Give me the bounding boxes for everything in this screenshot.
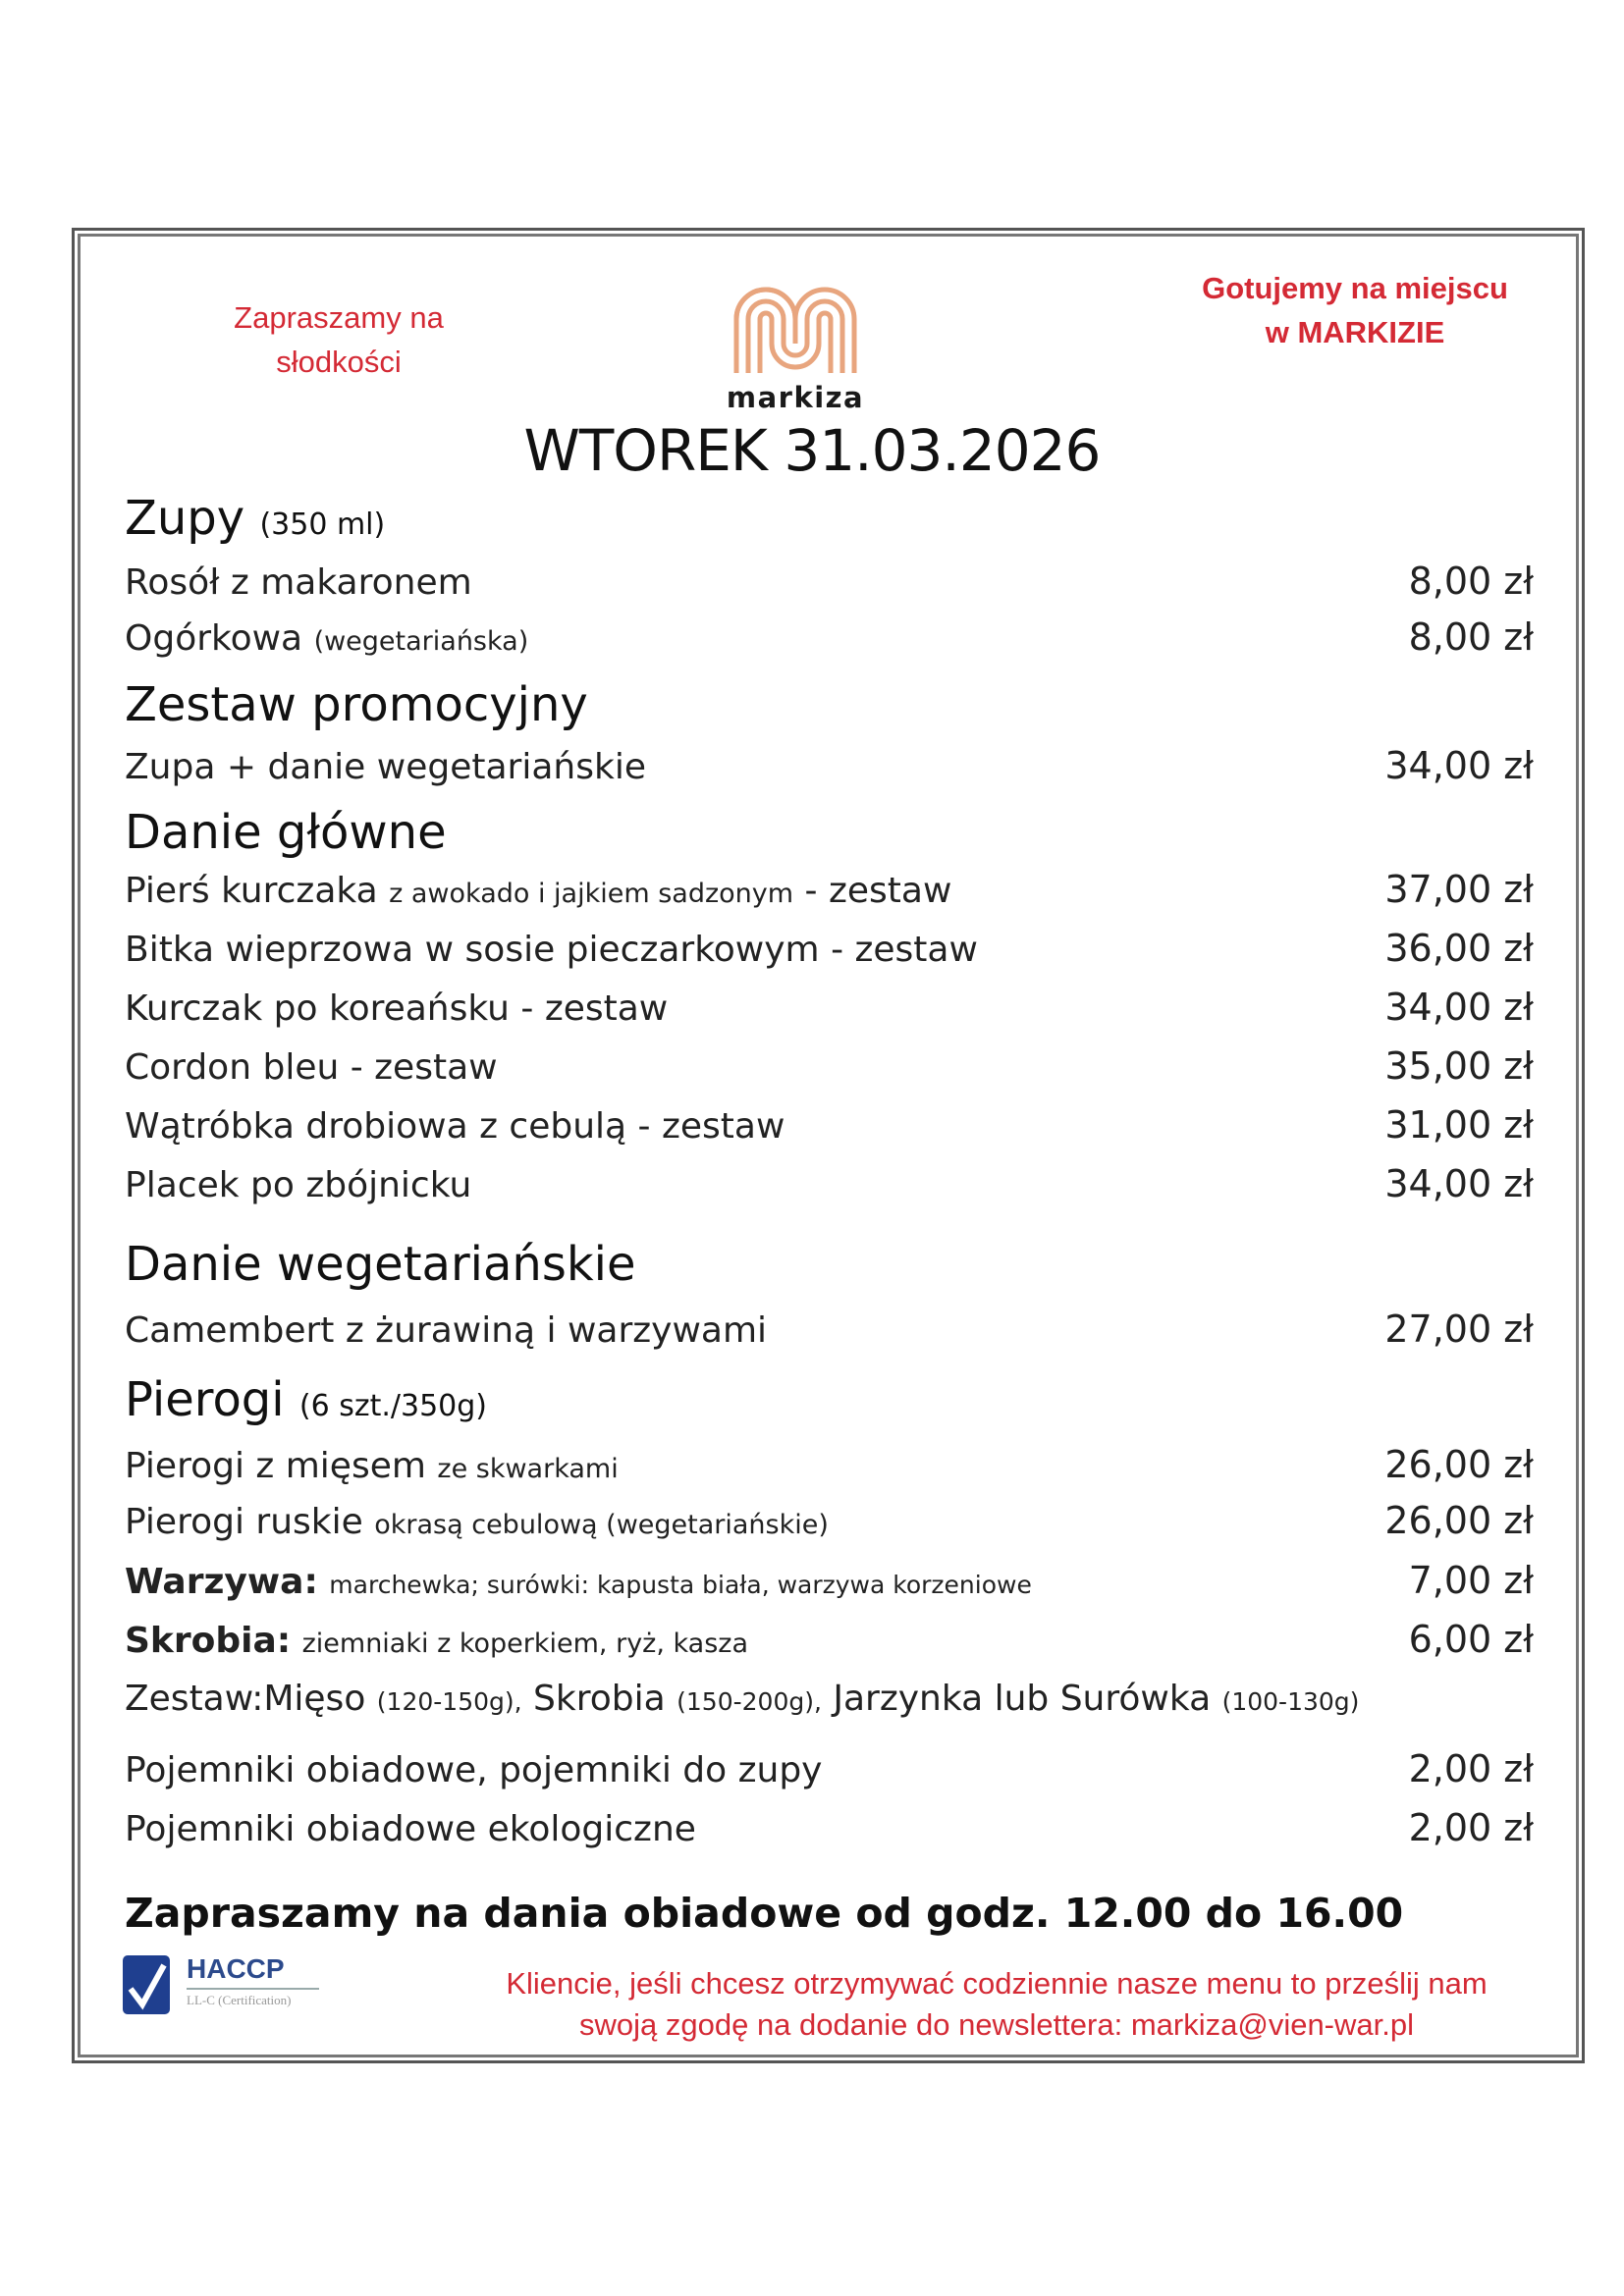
item-price: 34,00 zł bbox=[1384, 744, 1534, 787]
sweets-invite-note bbox=[196, 296, 481, 385]
menu-item bbox=[125, 560, 1534, 609]
logo-text: markiza bbox=[726, 381, 865, 414]
item-price: 8,00 zł bbox=[1408, 560, 1534, 603]
item-name: Zupa + danie wegetariańskie bbox=[125, 747, 646, 787]
cooking-onsite-line2: w MARKIZIE bbox=[1265, 314, 1445, 349]
section-heading-zupy bbox=[125, 491, 385, 546]
menu-item bbox=[125, 1499, 1534, 1548]
sweets-invite-line1: Zapraszamy na bbox=[234, 300, 444, 335]
menu-item bbox=[125, 868, 1534, 917]
menu-item bbox=[125, 744, 1534, 793]
item-price: 35,00 zł bbox=[1384, 1044, 1534, 1088]
markiza-logo bbox=[717, 275, 874, 422]
item-name: Pierogi ruskie bbox=[125, 1502, 363, 1542]
sweets-invite-line2: słodkości bbox=[276, 344, 402, 379]
haccp-divider bbox=[187, 1988, 319, 1990]
heading-label: Pierogi bbox=[125, 1372, 285, 1427]
menu-item bbox=[125, 1747, 1534, 1796]
item-price: 31,00 zł bbox=[1384, 1103, 1534, 1147]
item-name: Camembert z żurawiną i warzywami bbox=[125, 1310, 768, 1351]
cooking-onsite-note bbox=[1159, 267, 1551, 355]
menu-item bbox=[125, 1162, 1534, 1211]
item-name: Bitka wieprzowa w sosie pieczarkowym - zestaw bbox=[125, 930, 978, 970]
newsletter-line2: swoją zgodę na dodanie do newslettera: markiza@vien-war.pl bbox=[579, 2006, 1414, 2042]
item-note: okrasą cebulową (wegetariańskie) bbox=[374, 1510, 829, 1540]
set-part-veg-note: (100-130g) bbox=[1221, 1687, 1360, 1716]
item-price: 34,00 zł bbox=[1384, 1162, 1534, 1205]
haccp-badge bbox=[123, 1953, 329, 2022]
item-name: Kurczak po koreańsku - zestaw bbox=[125, 988, 669, 1029]
side-note: marchewka; surówki: kapusta biała, warzywa korzeniowe bbox=[329, 1571, 1032, 1599]
set-part-veg: Jarzynka lub Surówka bbox=[833, 1679, 1212, 1719]
item-suffix: - zestaw bbox=[804, 871, 952, 911]
item-price: 36,00 zł bbox=[1384, 927, 1534, 970]
newsletter-line1: Kliencie, jeśli chcesz otrzymywać codziennie nasze menu to prześlij nam bbox=[506, 1966, 1488, 2001]
section-heading-pierogi bbox=[125, 1372, 487, 1427]
checkmark-badge-icon bbox=[123, 1955, 170, 2014]
side-warzywa bbox=[125, 1559, 1534, 1608]
side-label: Skrobia: bbox=[125, 1621, 292, 1661]
item-name: Placek po zbójnicku bbox=[125, 1165, 472, 1205]
lunch-hours-note: Zapraszamy na dania obiadowe od godz. 12.00 do 16.00 bbox=[125, 1890, 1404, 1937]
item-name: Wątróbka drobiowa z cebulą - zestaw bbox=[125, 1106, 785, 1147]
item-name: Rosół z makaronem bbox=[125, 562, 472, 603]
set-part-meat: Zestaw:Mięso bbox=[125, 1679, 366, 1719]
item-price: 6,00 zł bbox=[1408, 1618, 1534, 1661]
item-price: 37,00 zł bbox=[1384, 868, 1534, 911]
page-title: WTOREK 31.03.2026 bbox=[523, 417, 1101, 484]
section-heading-danie-glowne: Danie główne bbox=[125, 805, 447, 860]
menu-item bbox=[125, 986, 1534, 1035]
menu-item bbox=[125, 1806, 1534, 1855]
item-price: 7,00 zł bbox=[1408, 1559, 1534, 1602]
side-label: Warzywa: bbox=[125, 1562, 318, 1602]
item-note: z awokado i jajkiem sadzonym bbox=[389, 879, 794, 909]
markiza-m-logo-icon bbox=[727, 275, 864, 383]
item-name: Pojemniki obiadowe ekologiczne bbox=[125, 1809, 696, 1849]
side-note: ziemniaki z koperkiem, ryż, kasza bbox=[301, 1629, 748, 1659]
item-price: 26,00 zł bbox=[1384, 1499, 1534, 1542]
menu-item bbox=[125, 1443, 1534, 1492]
heading-note: (350 ml) bbox=[259, 507, 386, 542]
menu-item bbox=[125, 927, 1534, 976]
section-heading-danie-wegetarianskie: Danie wegetariańskie bbox=[125, 1237, 636, 1292]
item-price: 27,00 zł bbox=[1384, 1308, 1534, 1351]
heading-label: Zupy bbox=[125, 491, 245, 546]
heading-note: (6 szt./350g) bbox=[298, 1389, 487, 1423]
item-price: 34,00 zł bbox=[1384, 986, 1534, 1029]
menu-item bbox=[125, 1044, 1534, 1094]
item-price: 2,00 zł bbox=[1408, 1806, 1534, 1849]
item-name: Ogórkowa bbox=[125, 618, 303, 659]
set-composition-info bbox=[125, 1679, 1534, 1728]
item-name: Pojemniki obiadowe, pojemniki do zupy bbox=[125, 1750, 823, 1790]
item-price: 8,00 zł bbox=[1408, 615, 1534, 659]
haccp-title: HACCP bbox=[187, 1953, 285, 1984]
newsletter-note bbox=[432, 1963, 1561, 2046]
menu-item bbox=[125, 615, 1534, 665]
item-note: ze skwarkami bbox=[437, 1454, 619, 1484]
cooking-onsite-line1: Gotujemy na miejscu bbox=[1202, 271, 1508, 305]
set-part-starch-note: (150-200g), bbox=[677, 1687, 822, 1716]
item-price: 2,00 zł bbox=[1408, 1747, 1534, 1790]
item-price: 26,00 zł bbox=[1384, 1443, 1534, 1486]
menu-item bbox=[125, 1308, 1534, 1357]
set-part-starch: Skrobia bbox=[533, 1679, 666, 1719]
item-name: Cordon bleu - zestaw bbox=[125, 1047, 498, 1088]
section-heading-zestaw-promocyjny: Zestaw promocyjny bbox=[125, 677, 588, 732]
haccp-subtitle: LL-C (Certification) bbox=[187, 1993, 292, 2007]
side-skrobia bbox=[125, 1618, 1534, 1667]
menu-item bbox=[125, 1103, 1534, 1152]
item-note: (wegetariańska) bbox=[313, 626, 529, 657]
set-part-meat-note: (120-150g), bbox=[376, 1687, 522, 1716]
item-name: Pierś kurczaka bbox=[125, 871, 378, 911]
item-name: Pierogi z mięsem bbox=[125, 1446, 426, 1486]
